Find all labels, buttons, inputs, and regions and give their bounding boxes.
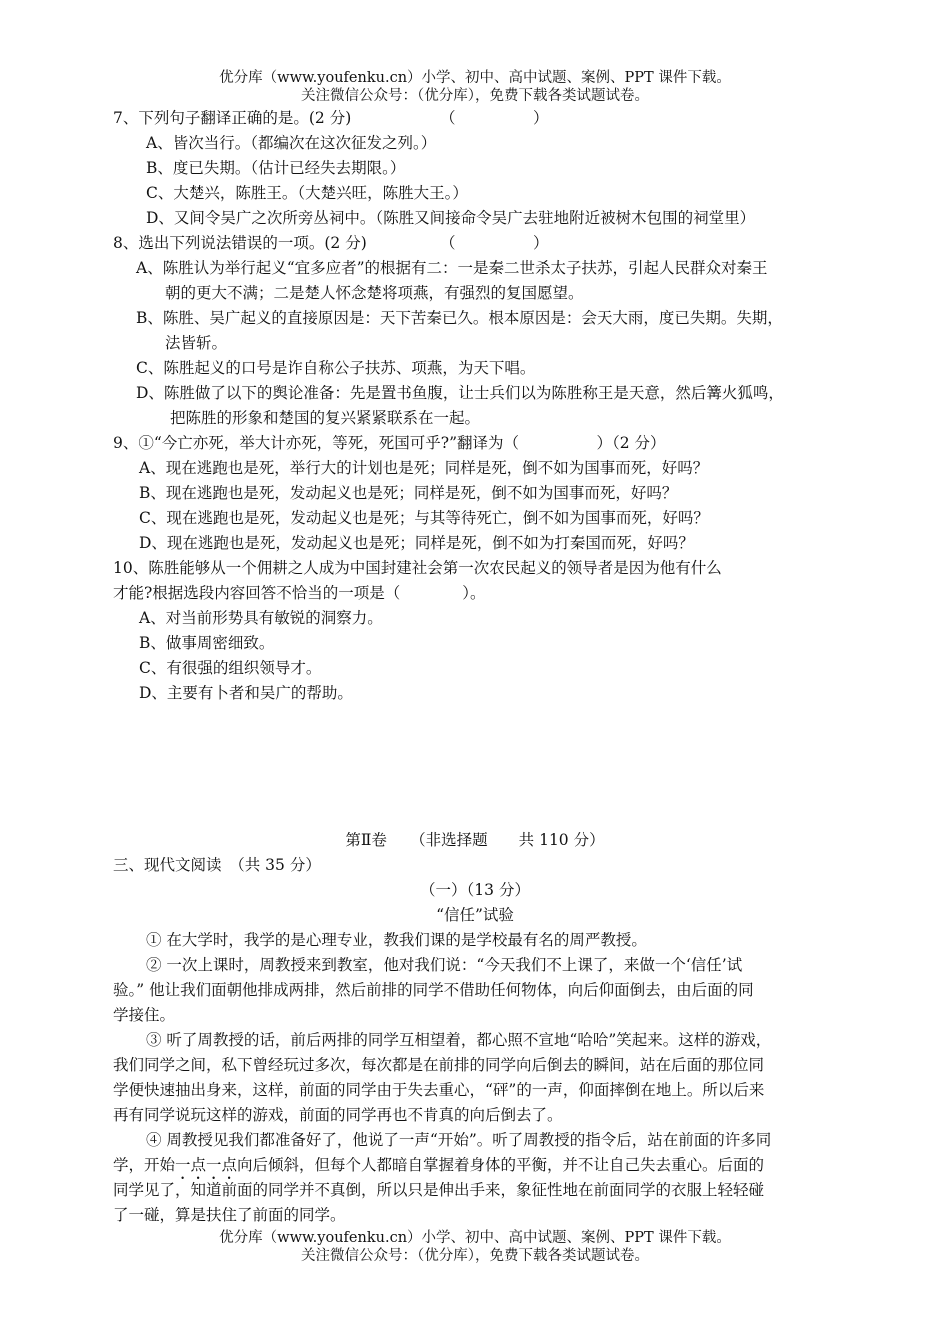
q8-option-c: C、陈胜起义的口号是诈自称公子扶苏、项燕，为天下唱。 — [136, 359, 536, 377]
q10-option-a: A、对当前形势具有敏锐的洞察力。 — [139, 609, 383, 627]
article-title: “信任”试验 — [436, 906, 514, 924]
article-p3-line4: 再有同学说玩这样的游戏，前面的同学再也不肯真的向后倒去了。 — [113, 1106, 563, 1124]
article-p4-line4: 了一碰，算是扶住了前面的同学。 — [113, 1206, 346, 1224]
emphasized-phrase: 一点一点 — [175, 1156, 238, 1174]
q10-stem-line1: 10、陈胜能够从一个佣耕之人成为中国封建社会第一次农民起义的领导者是因为他有什么 — [113, 559, 722, 577]
article-p4-line2 — [113, 1155, 764, 1183]
article-p4-line1: ④ 周教授见我们都准备好了，他说了一声“开始”。听了周教授的指令后，站在前面的许多同 — [146, 1131, 772, 1149]
q8-option-b-line2: 法皆斩。 — [165, 334, 228, 352]
header-line-1: 优分库（www.youfenku.cn）小学、初中、高中试题、案例、PPT 课件下载。 — [219, 70, 731, 86]
q8-stem: 8、选出下列说法错误的一项。(2 分) — [113, 234, 367, 252]
article-p4-line3: 同学见了，知道前面的同学并不真倒，所以只是伸出手来，象征性地在前面同学的衣服上轻轻碰 — [113, 1181, 765, 1199]
article-p2-line3: 学接住。 — [113, 1006, 176, 1024]
q9-stem: 9、①“今亡亦死，举大计亦死，等死，死国可乎?”翻译为（ ）（2 分） — [113, 434, 666, 452]
q10-stem-line2: 才能?根据选段内容回答不恰当的一项是（ ）。 — [113, 584, 486, 602]
article-p4-line2-post: 向后倾斜，但每个人都暗自掌握着身体的平衡，并不让自己失去重心。后面的 — [237, 1156, 765, 1174]
q8-option-a-line1: A、陈胜认为举行起义“宜多应者”的根据有二：一是秦二世杀太子扶苏，引起人民群众对秦王 — [136, 259, 768, 277]
footer-line-2: 关注微信公众号：（优分库），免费下载各类试题试卷。 — [301, 1248, 649, 1264]
q8-option-d-line2: 把陈胜的形象和楚国的复兴紧紧联系在一起。 — [170, 409, 481, 427]
q7-option-a: A、皆次当行。（都编次在这次征发之列。） — [146, 134, 437, 152]
part2-title: 第Ⅱ卷 （非选择题 共 110 分） — [345, 831, 605, 849]
subsection-heading: （一）（13 分） — [420, 881, 530, 899]
q9-option-b: B、现在逃跑也是死，发动起义也是死；同样是死，倒不如为国事而死，好吗？ — [139, 484, 678, 502]
article-p2-line2: 验。” 他让我们面朝他排成两排，然后前排的同学不借助任何物体，向后仰面倒去，由后面的同 — [113, 981, 754, 999]
header-line-2: 关注微信公众号：（优分库），免费下载各类试题试卷。 — [301, 88, 649, 104]
q8-option-b-line1: B、陈胜、吴广起义的直接原因是：天下苦秦已久。根本原因是：会天大雨，度已失期。失期， — [136, 309, 783, 327]
q7-option-c: C、大楚兴，陈胜王。（大楚兴旺，陈胜大王。） — [146, 184, 468, 202]
article-p1-line1: ① 在大学时，我学的是心理专业，教我们课的是学校最有名的周严教授。 — [146, 931, 647, 949]
q8-option-d-line1: D、陈胜做了以下的舆论准备：先是置书鱼腹，让士兵们以为陈胜称王是天意，然后篝火狐鸣， — [136, 384, 784, 402]
q8-option-a-line2: 朝的更大不满；二是楚人怀念楚将项燕，有强烈的复国愿望。 — [165, 284, 584, 302]
q7-answer-paren: （ ） — [440, 109, 549, 127]
article-p3-line3: 学便快速抽出身来，这样，前面的同学由于失去重心，“砰”的一声，仰面摔倒在地上。所以后来 — [113, 1081, 765, 1099]
article-p2-line1: ② 一次上课时，周教授来到教室，他对我们说：“今天我们不上课了，来做一个‘信任’试 — [146, 956, 743, 974]
article-p3-line2: 我们同学之间，私下曾经玩过多次，每次都是在前排的同学向后倒去的瞬间，站在后面的那位同 — [113, 1056, 765, 1074]
article-p4-line2-pre: 学，开始 — [113, 1156, 176, 1174]
q9-option-a: A、现在逃跑也是死，举行大的计划也是死；同样是死，倒不如为国事而死，好吗？ — [139, 459, 709, 477]
q10-option-c: C、有很强的组织领导才。 — [139, 659, 322, 677]
article-p3-line1: ③ 听了周教授的话，前后两排的同学互相望着，都心照不宣地“哈哈”笑起来。这样的游戏， — [146, 1031, 772, 1049]
q9-option-d: D、现在逃跑也是死，发动起义也是死；同样是死，倒不如为打秦国而死，好吗？ — [139, 534, 694, 552]
footer-line-1: 优分库（www.youfenku.cn）小学、初中、高中试题、案例、PPT 课件下载。 — [219, 1230, 731, 1246]
q7-stem: 7、下列句子翻译正确的是。(2 分) — [113, 109, 352, 127]
q7-option-d: D、又间令吴广之次所旁丛祠中。（陈胜又间接命令吴广去驻地附近被树木包围的祠堂里） — [146, 209, 756, 227]
q9-option-c: C、现在逃跑也是死，发动起义也是死；与其等待死亡，倒不如为国事而死，好吗？ — [139, 509, 709, 527]
q10-option-b: B、做事周密细致。 — [139, 634, 275, 652]
section-heading: 三、现代文阅读 （共 35 分） — [113, 856, 321, 874]
q10-option-d: D、主要有卜者和吴广的帮助。 — [139, 684, 353, 702]
q8-answer-paren: （ ） — [440, 234, 549, 252]
q7-option-b: B、度已失期。（估计已经失去期限。） — [146, 159, 406, 177]
